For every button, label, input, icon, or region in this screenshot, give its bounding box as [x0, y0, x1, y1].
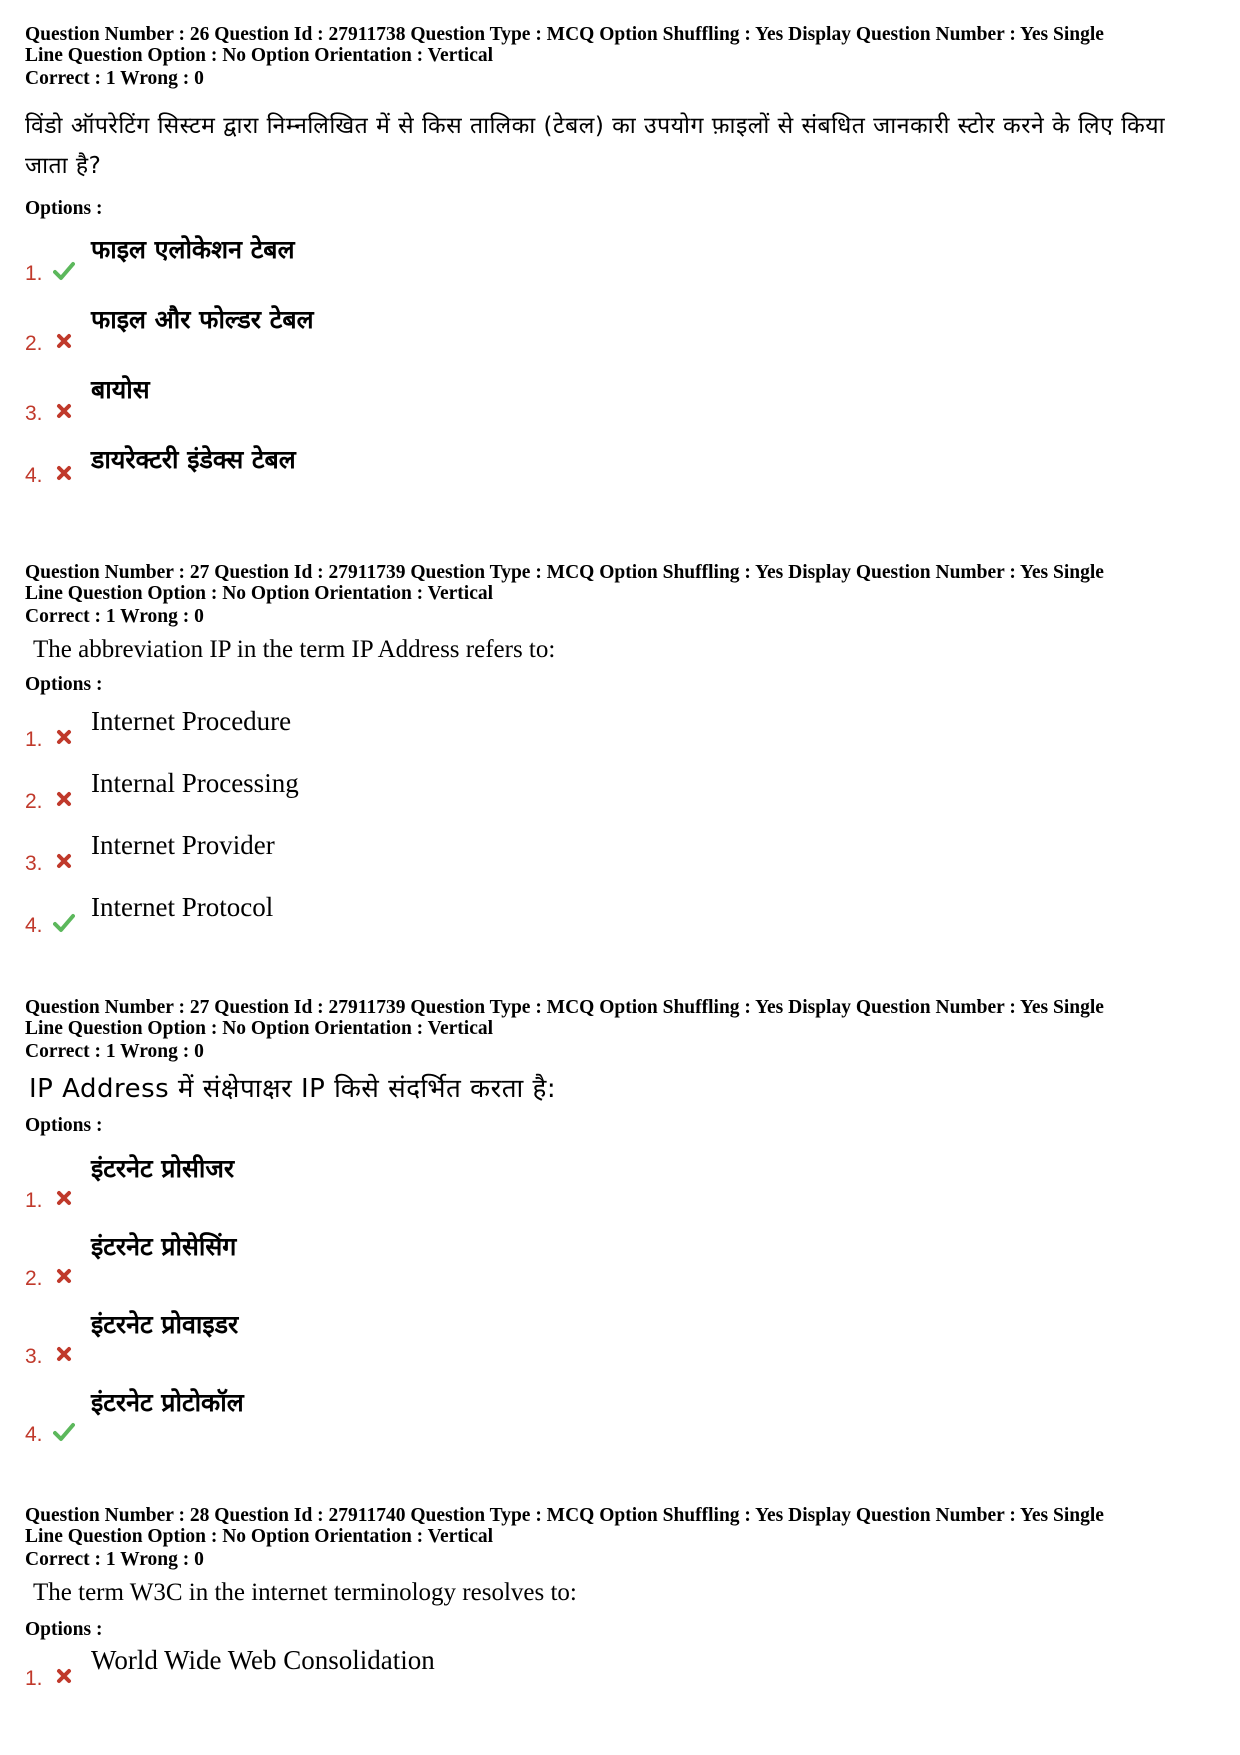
question-text: The term W3C in the internet terminology resolves to: — [33, 1579, 577, 1606]
cross-icon — [53, 1187, 75, 1209]
option-number: 3. — [25, 1345, 43, 1368]
meta-line-1: Question Number : 28 Question Id : 27911740 Question Type : MCQ Option Shuffling : Yes Display Question Number : Yes Single — [25, 1505, 1104, 1526]
option-text: इंटरनेट प्रोसीजर — [91, 1154, 235, 1183]
correct-wrong-score: Correct : 1 Wrong : 0 — [25, 1549, 204, 1570]
options-label: Options : — [25, 1115, 103, 1136]
cross-icon — [53, 330, 75, 352]
cross-icon — [53, 850, 75, 872]
option-item — [25, 1141, 1215, 1219]
meta-line-2: Line Question Option : No Option Orientation : Vertical — [25, 583, 494, 604]
option-item — [25, 1641, 1215, 1697]
correct-wrong-score: Correct : 1 Wrong : 0 — [25, 1041, 204, 1062]
option-number: 2. — [25, 1267, 43, 1290]
option-number: 1. — [25, 1667, 43, 1690]
option-number: 1. — [25, 728, 43, 751]
option-number: 3. — [25, 852, 43, 875]
cross-icon — [53, 1343, 75, 1365]
option-text: इंटरनेट प्रोटोकॉल — [91, 1388, 244, 1417]
option-text: डायरेक्टरी इंडेक्स टेबल — [91, 445, 296, 474]
question-meta — [25, 562, 1215, 604]
option-item — [25, 222, 1215, 292]
options-label: Options : — [25, 1619, 103, 1640]
options-label: Options : — [25, 674, 103, 695]
meta-line-1: Question Number : 27 Question Id : 27911739 Question Type : MCQ Option Shuffling : Yes Display Question Number : Yes Single — [25, 997, 1104, 1018]
question-meta — [25, 1505, 1215, 1547]
option-item — [25, 696, 1215, 758]
option-text: बायोस — [91, 375, 150, 404]
option-item — [25, 1375, 1215, 1453]
option-item — [25, 292, 1215, 362]
cross-icon — [53, 400, 75, 422]
option-number: 2. — [25, 790, 43, 813]
option-text: फाइल और फोल्डर टेबल — [91, 305, 314, 334]
question-meta — [25, 997, 1215, 1039]
option-text: इंटरनेट प्रोसेसिंग — [91, 1232, 237, 1261]
question-text: IP Address में संक्षेपाक्षर IP किसे संदर्भित करता है: — [29, 1074, 557, 1104]
cross-icon — [53, 788, 75, 810]
correct-wrong-score: Correct : 1 Wrong : 0 — [25, 68, 204, 89]
check-icon — [53, 1421, 75, 1443]
meta-line-1: Question Number : 27 Question Id : 27911739 Question Type : MCQ Option Shuffling : Yes Display Question Number : Yes Single — [25, 562, 1104, 583]
option-item — [25, 820, 1215, 882]
question-block-27-en — [25, 562, 1215, 944]
meta-line-1: Question Number : 26 Question Id : 27911738 Question Type : MCQ Option Shuffling : Yes Display Question Number : Yes Single — [25, 24, 1104, 45]
options-label: Options : — [25, 198, 103, 219]
option-item — [25, 758, 1215, 820]
meta-line-2: Line Question Option : No Option Orientation : Vertical — [25, 1526, 494, 1547]
option-text: इंटरनेट प्रोवाइडर — [91, 1310, 239, 1339]
option-number: 1. — [25, 1189, 43, 1212]
correct-wrong-score: Correct : 1 Wrong : 0 — [25, 606, 204, 627]
option-text: World Wide Web Consolidation — [91, 1645, 435, 1675]
option-number: 3. — [25, 402, 43, 425]
option-item — [25, 432, 1215, 494]
cross-icon — [53, 1665, 75, 1687]
options-list — [25, 222, 1215, 494]
options-list — [25, 696, 1215, 944]
option-text: Internal Processing — [91, 768, 299, 798]
check-icon — [53, 912, 75, 934]
option-item — [25, 1297, 1215, 1375]
options-list — [25, 1141, 1215, 1453]
option-number: 2. — [25, 332, 43, 355]
meta-line-2: Line Question Option : No Option Orientation : Vertical — [25, 1018, 494, 1039]
question-block-26 — [25, 24, 1215, 494]
option-number: 4. — [25, 914, 43, 937]
option-item — [25, 1219, 1215, 1297]
cross-icon — [53, 462, 75, 484]
options-list — [25, 1641, 1215, 1697]
cross-icon — [53, 1265, 75, 1287]
option-number: 4. — [25, 1423, 43, 1446]
option-item — [25, 882, 1215, 944]
meta-line-2: Line Question Option : No Option Orientation : Vertical — [25, 45, 494, 66]
option-item — [25, 362, 1215, 432]
option-text: Internet Procedure — [91, 706, 292, 736]
question-meta — [25, 24, 1215, 66]
cross-icon — [53, 726, 75, 748]
option-text: Internet Protocol — [91, 892, 274, 922]
question-block-27-hi — [25, 997, 1215, 1453]
option-text: फाइल एलोकेशन टेबल — [91, 235, 295, 264]
option-number: 1. — [25, 262, 43, 285]
question-text: The abbreviation IP in the term IP Address refers to: — [33, 636, 556, 663]
question-text: विंडो ऑपरेटिंग सिस्टम द्वारा निम्नलिखित में से किस तालिका (टेबल) का उपयोग फ़ाइलों से संबधित जानकारी स्टोर करने के लिए किया जाता है? — [25, 113, 1166, 179]
option-number: 4. — [25, 464, 43, 487]
question-block-28 — [25, 1505, 1215, 1697]
check-icon — [53, 260, 75, 282]
option-text: Internet Provider — [91, 830, 275, 860]
